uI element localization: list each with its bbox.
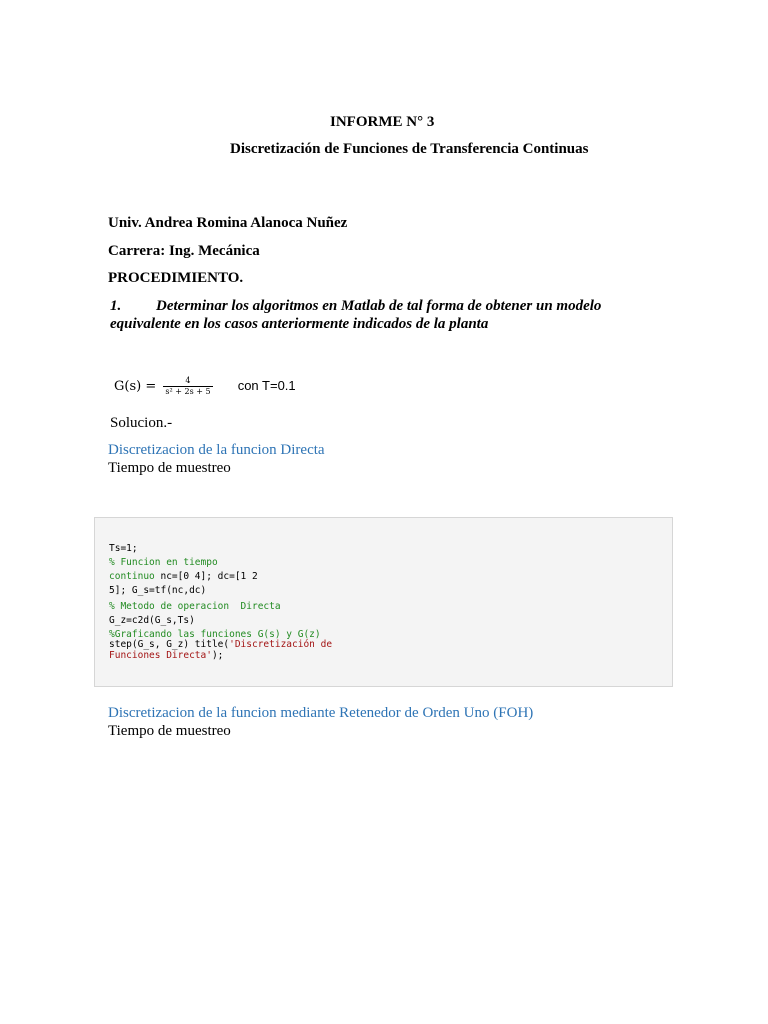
- code-block: [94, 517, 673, 687]
- formula-lhs: G(s) =: [114, 379, 157, 394]
- code-string: Funciones Directa': [109, 650, 212, 661]
- author-career: Carrera: Ing. Mecánica: [108, 243, 260, 259]
- code-line: 5]; G_s=tf(nc,dc): [109, 585, 207, 596]
- code-line: G_z=c2d(G_s,Ts): [109, 615, 195, 626]
- code-line: [109, 639, 332, 650]
- code-comment: continuo: [109, 571, 155, 582]
- formula-condition: con T=0.1: [237, 378, 296, 393]
- procedure-item-text-line2: equivalente en los casos anteriormente indicados de la planta: [110, 316, 489, 332]
- procedure-item-number: 1.: [110, 298, 122, 314]
- transfer-function-formula: [114, 376, 296, 397]
- procedure-heading: PROCEDIMIENTO.: [108, 270, 244, 286]
- procedure-item-text-line1: Determinar los algoritmos en Matlab de tal forma de obtener un modelo: [156, 298, 602, 314]
- code-text: step(G_s, G_z) title(: [109, 639, 230, 650]
- section1-subheading: Tiempo de muestreo: [108, 460, 231, 476]
- formula-fraction: [163, 376, 212, 397]
- formula-denominator: s² + 2s + 5: [165, 387, 211, 396]
- code-string: 'Discretización de: [229, 639, 333, 650]
- formula-numerator: 4: [163, 376, 212, 387]
- code-comment: % Metodo de operacion Directa: [109, 601, 281, 612]
- code-text: nc=[0 4]; dc=[1 2: [154, 571, 258, 582]
- code-line: [109, 650, 223, 661]
- author-name: Univ. Andrea Romina Alanoca Nuñez: [108, 215, 348, 231]
- section2-heading: Discretizacion de la funcion mediante Retenedor de Orden Uno (FOH): [108, 705, 534, 721]
- section2-subheading: Tiempo de muestreo: [108, 723, 231, 739]
- section1-heading: Discretizacion de la funcion Directa: [108, 442, 325, 458]
- code-line: Ts=1;: [109, 543, 138, 554]
- report-title: INFORME N° 3: [330, 114, 435, 130]
- code-text: );: [211, 650, 224, 661]
- code-line: [109, 571, 258, 582]
- code-comment: % Funcion en tiempo: [109, 557, 218, 568]
- solution-label: Solucion.-: [110, 415, 173, 431]
- report-subtitle: Discretización de Funciones de Transferencia Continuas: [230, 141, 589, 157]
- code-comment: %Graficando las funciones G(s) y G(z): [109, 629, 321, 640]
